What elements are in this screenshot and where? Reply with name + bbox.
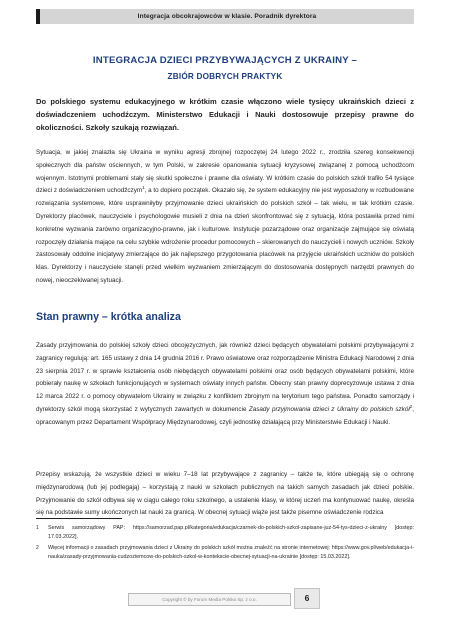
footnote-number: 1 [36, 525, 39, 531]
document-title-italic: Zasady przyjmowania dzieci z Ukrainy do polskich szkół [248, 405, 410, 413]
article-lead: Do polskiego systemu edukacyjnego w krótkim czasie włączono wiele tysięcy ukraińskich dzieci z doświadczeniem uchodźczym. Ministerstwo Edukacji i Nauki dostosowuje przepisy prawne do okoliczności. Szkoły szukają rozwiązań. [36, 97, 414, 132]
footnote-divider [36, 518, 122, 519]
footnote-ref-2: 2 [409, 403, 413, 409]
article-subtitle: ZBIÓR DOBRYCH PRAKTYK [167, 71, 283, 81]
intro-text-b: , a to dopiero początek. Okazało się, że system edukacyjny nie jest wyposażony w rozbudowane rozwiązania systemowe, które usprawniłyby przyjmowanie dzieci ukraińskich do polskich szkół – tak wielu, w tak krótkim czasie. Dyrektorzy placówek, nauczyciele i psychologowie musieli z dnia na dzień skonfrontować się z sytuacją, która postawiła przed nimi konkretne wyzwania zarówno organizacyjno-prawne, jak i kulturowe. Instytucje pozarządowe oraz organizacje zajmujące się oświatą rozpoczęły działania mające na celu szybkie wdrożenie procedur pomocowych – skierowanych do nauczycieli i nowych uczniów. Szkoły zastosowały oddolne inicjatywy zmierzające do jak najlepszego przygotowania placówek na przyjęcie ukraińskich uczniów do polskich klas. Dyrektorzy i nauczyciele stanęli przed wielkim wyzwaniem zmierzającym do dostosowania dostępnych narzędzi prawnych do nowej, nieoczekiwanej sytuacji. [36, 187, 414, 284]
intro-text-a: Sytuacja, w jakiej znalazła się Ukraina w wyniku agresji zbrojnej rozpoczętej 24 lutego 2022 r., zrodziła szereg konsekwencji społecznych dla państw ościennych, w tym Polski, w zakresie opanowania sytuacji kryzysowej związanej z pomocą uchodźcom wojennym. Istotnymi problemami stały się skutki społeczne i prawne dla oświaty. W krótkim czasie do polskich szkół trafiło 54 tysiące dzieci z doświadczeniem uchodźczym [36, 149, 414, 195]
legal-paragraph-1 [36, 340, 414, 430]
article-title [36, 55, 414, 83]
legal-text-b: , opracowanym przez Departament Współpracy Międzynarodowej, czyli jednostkę działającą przy Ministerstwie Edukacji i Nauki. [36, 405, 414, 426]
intro-paragraph [36, 147, 414, 288]
section-heading: Stan prawny – krótka analiza [36, 311, 181, 323]
copyright-notice: Copyright © by Forum Media Polska Sp. z o.o. [128, 593, 291, 606]
footnote-ref-1: 1 [142, 185, 145, 191]
legal-text-a: Zasady przyjmowania do polskiej szkoły dzieci obcojęzycznych, jak również dzieci będących obywatelami polskimi przybywającymi z zagranicy regulują: art. 165 ustawy z dnia 14 grudnia 2016 r. Prawo oświatowe oraz rozporządzenie Ministra Edukacji Narodowej z dnia 23 sierpnia 2017 r. w sprawie kształcenia osób niebędących obywatelami polskimi oraz osób będących obywatelami polskimi, które pobierały naukę w szkołach funkcjonujących w systemach oświaty innych państw. Obecny stan prawny doprecyzowuje ustawa z dnia 12 marca 2022 r. o pomocy obywatelom Ukrainy w związku z konfliktem zbrojnym na terytorium tego państwa. Ponadto samorządy i dyrektorzy szkół mogą skorzystać z wytycznych zawartych w dokumencie [36, 342, 414, 413]
legal-paragraph-2: Przepisy wskazują, że wszystkie dzieci w wieku 7–18 lat przybywające z zagranicy – także te, które ubiegają się o ochronę międzynarodową (lub jej podlegają) – korzystają z nauki w szkołach publicznych na takich samych zasadach jak dzieci polskie. Przyjmowanie do szkół odbywa się w ciągu całego roku szkolnego, a ustalenie klasy, w której uczeń ma kontynuować naukę, określa się na podstawie sumy ukończonych lat nauki za granicą. W obecnej sytuacji wiąże jest także pisemne oświadczenie rodzica [36, 471, 414, 517]
page-number: 6 [294, 588, 320, 609]
footnote-2 [36, 544, 414, 561]
footnote-number: 2 [36, 545, 39, 552]
footnote-text: Więcej informacji o zasadach przyjmowania dzieci z Ukrainy do polskich szkół można znaleźć na stronie internetowej: https://www.gov.pl/web/edukacja-i-nauka/zasady-przyjmowania-cudzoziemcow-do-polskich-szkol-w-kontekscie-obecnej-sytuacji-na-ukrainie [dostęp: 15.03.2022]. [48, 545, 414, 560]
running-header: Integracja obcokrajowców w klasie. Poradnik dyrektora [36, 9, 414, 24]
article-title-main: INTEGRACJA DZIECI PRZYBYWAJĄCYCH Z UKRAINY – [92, 55, 358, 66]
footnote-1 [36, 524, 414, 541]
footnote-text: Serwis samorządowy PAP: https://samorzad.pap.pl/kategoria/edukacja/czarnek-do-polskich-szkol-zapisane-juz-54-tys-dzieci-z-ukrainy [dostęp: 17.03.2022]. [48, 525, 414, 540]
footnotes [36, 524, 414, 564]
